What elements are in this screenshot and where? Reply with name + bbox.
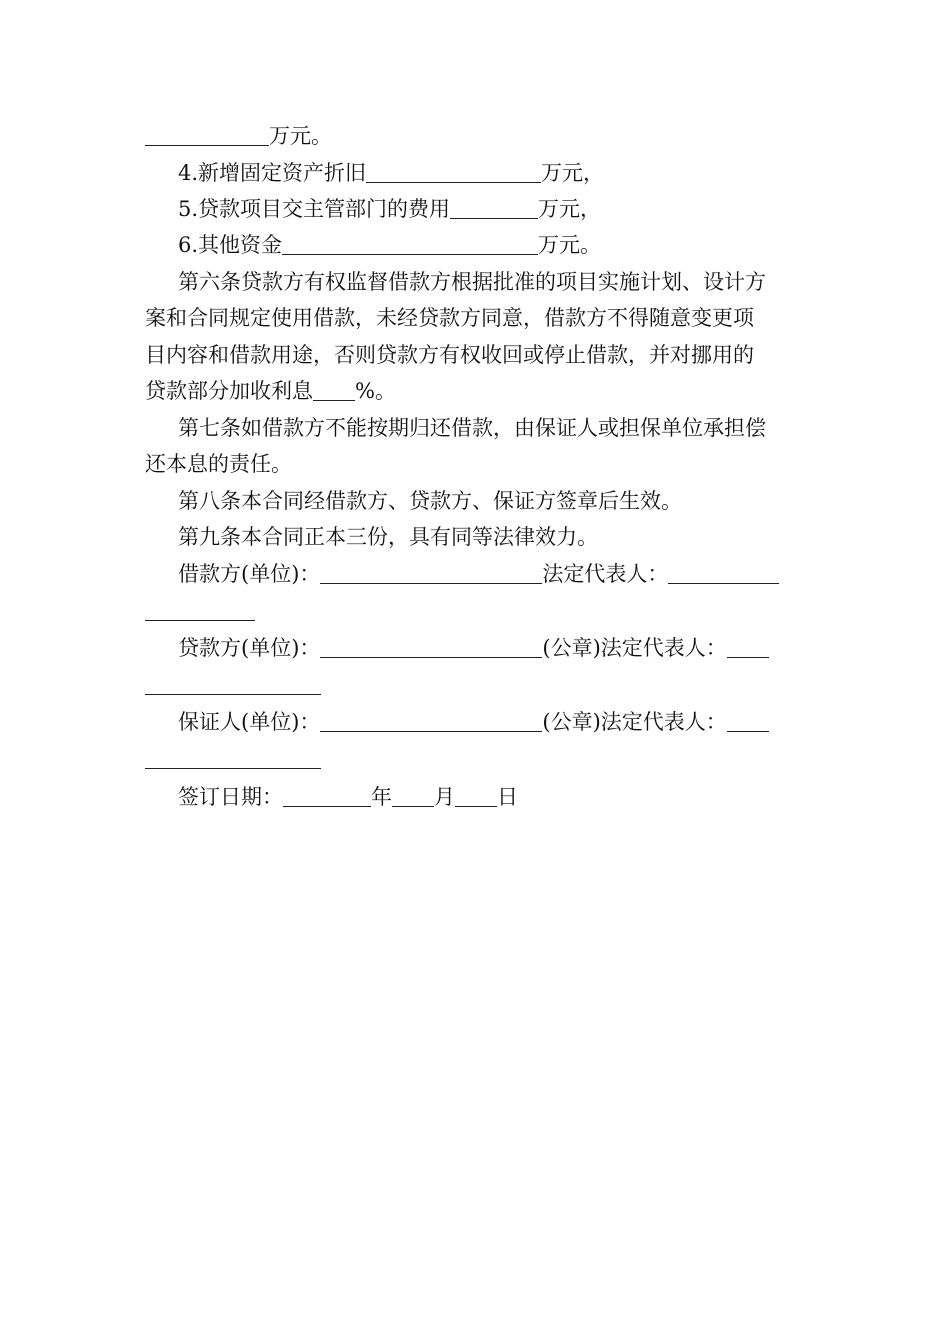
blank-dept-fees[interactable]: [450, 194, 538, 219]
blank-borrower-rep[interactable]: [668, 559, 779, 584]
borrower-rep-continued-rule: [145, 620, 255, 621]
blank-guarantor[interactable]: [320, 707, 542, 732]
blank-depreciation[interactable]: [366, 158, 541, 183]
blank-interest[interactable]: [313, 376, 355, 401]
article-8: 第八条本合同经借款方、贷款方、保证方签章后生效。: [178, 489, 682, 513]
guarantor-rep-continued-rule: [145, 768, 321, 769]
article-6-line-4: 贷款部分加收利息 %。: [145, 373, 396, 409]
blank-amount[interactable]: [145, 121, 269, 146]
lender-rep-continued-rule: [145, 694, 321, 695]
blank-lender[interactable]: [320, 633, 542, 658]
article-7-line-1: 第七条如借款方不能按期归还借款，由保证人或担保单位承担偿: [178, 416, 766, 440]
blank-borrower[interactable]: [320, 559, 542, 584]
article-6-line-1: 第六条贷款方有权监督借款方根据批准的项目实施计划、设计方: [178, 270, 766, 294]
line-wanyuan: 万元。: [145, 118, 332, 154]
blank-month[interactable]: [392, 782, 434, 807]
blank-year[interactable]: [283, 782, 371, 807]
article-9: 第九条本合同正本三份，具有同等法律效力。: [178, 525, 598, 549]
borrower-signature-line: 借款方(单位)： 法定代表人：: [178, 556, 779, 592]
blank-day[interactable]: [455, 782, 497, 807]
line-dept-fees: 5.贷款项目交主管部门的费用 万元，: [178, 191, 601, 227]
line-depreciation: 4.新增固定资产折旧 万元，: [178, 155, 604, 191]
signing-date-line: 签订日期： 年 月 日: [178, 779, 518, 815]
blank-other-funds[interactable]: [282, 230, 538, 255]
line-other-funds: 6.其他资金 万元。: [178, 227, 601, 263]
article-6-line-3: 目内容和借款用途，否则贷款方有权收回或停止借款，并对挪用的: [145, 343, 754, 367]
guarantor-signature-line: 保证人(单位)： (公章)法定代表人：: [178, 704, 769, 740]
blank-guarantor-rep[interactable]: [727, 707, 769, 732]
lender-signature-line: 贷款方(单位)： (公章)法定代表人：: [178, 630, 769, 666]
article-7-line-2: 还本息的责任。: [145, 452, 292, 476]
article-6-line-2: 案和合同规定使用借款，未经贷款方同意，借款方不得随意变更项: [145, 306, 754, 330]
blank-lender-rep[interactable]: [727, 633, 769, 658]
